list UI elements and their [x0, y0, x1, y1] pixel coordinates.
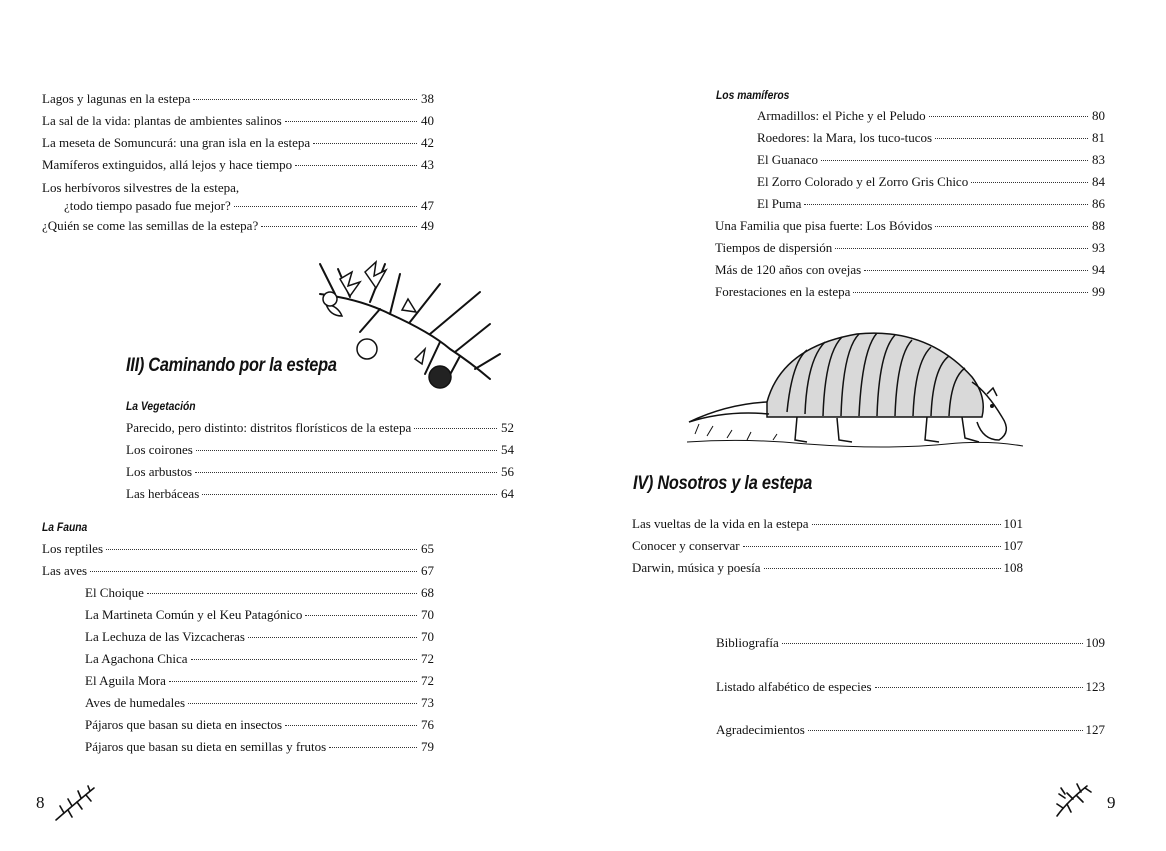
toc-entry	[757, 105, 1105, 127]
toc-entry-title: La sal de la vida: plantas de ambientes salinos	[42, 113, 282, 128]
toc-entry-title: Roedores: la Mara, los tuco-tucos	[757, 130, 933, 145]
toc-mammals-list	[757, 105, 1105, 215]
toc-entry-title: Forestaciones en la estepa	[715, 284, 851, 299]
toc-entry-title: Parecido, pero distinto: distritos florísticos de la estepa	[126, 420, 412, 435]
page-number: 8	[36, 793, 45, 812]
toc-entry	[757, 171, 1105, 193]
toc-entry	[85, 736, 434, 758]
dot-leader	[329, 746, 417, 748]
toc-entry-page: 109	[1085, 635, 1105, 650]
dot-leader	[764, 567, 1001, 569]
toc-entry	[632, 557, 1023, 579]
subsection-heading: La Vegetación	[126, 399, 196, 413]
toc-entry-title: Aves de humedales	[85, 695, 186, 710]
toc-entry-title: Tiempos de dispersión	[715, 240, 833, 255]
toc-top-list	[42, 88, 434, 237]
toc-entry-page: 43	[421, 157, 434, 172]
toc-entry-page: 86	[1092, 196, 1105, 211]
toc-entry-page: 81	[1092, 130, 1105, 145]
toc-nosotros-list	[632, 513, 1023, 579]
toc-entry-page: 76	[421, 717, 434, 732]
toc-entry-page: 70	[421, 629, 434, 644]
toc-entry-title: La meseta de Somuncurá: una gran isla en la estepa	[42, 135, 311, 150]
toc-entry-title: Pájaros que basan su dieta en insectos	[85, 717, 283, 732]
toc-entry	[85, 670, 434, 692]
dot-leader	[202, 493, 497, 495]
toc-entry	[715, 281, 1105, 303]
toc-entry-title: Agradecimientos	[716, 722, 805, 737]
dot-leader	[935, 137, 1088, 139]
toc-entry-title: Las vueltas de la vida en la estepa	[632, 516, 809, 531]
dot-leader	[285, 724, 417, 726]
toc-more-list	[715, 215, 1105, 303]
toc-birds-list	[85, 582, 434, 758]
toc-entry-title: Listado alfabético de especies	[716, 679, 872, 694]
dot-leader	[261, 225, 417, 227]
toc-back-matter-list	[716, 632, 1105, 741]
toc-entry	[42, 560, 434, 582]
toc-entry-page: 93	[1092, 240, 1105, 255]
toc-entry-title: ¿Quién se come las semillas de la estepa?	[42, 218, 259, 233]
dot-leader	[821, 159, 1088, 161]
toc-entry	[42, 215, 434, 237]
toc-entry	[757, 149, 1105, 171]
subsection-heading: La Fauna	[42, 520, 88, 534]
dot-leader	[195, 471, 497, 473]
toc-entry-title: Las herbáceas	[126, 486, 200, 501]
sprig-ornament-right	[1053, 780, 1093, 820]
toc-entry-page: 72	[421, 673, 434, 688]
toc-entry-page: 79	[421, 739, 434, 754]
toc-entry-page: 127	[1085, 722, 1105, 737]
toc-entry	[42, 110, 434, 132]
toc-entry	[42, 132, 434, 154]
toc-entry	[42, 154, 434, 176]
toc-entry-page: 99	[1092, 284, 1105, 299]
dot-leader	[782, 642, 1083, 644]
toc-entry	[715, 215, 1105, 237]
toc-entry-title: Los reptiles	[42, 541, 104, 556]
toc-entry-page: 80	[1092, 108, 1105, 123]
toc-entry	[42, 176, 434, 215]
toc-entry-title: El Aguila Mora	[85, 673, 166, 688]
dot-leader	[193, 98, 417, 100]
toc-entry-title: Los herbívoros silvestres de la estepa,	[42, 180, 240, 195]
toc-entry-page: 54	[501, 442, 514, 457]
toc-entry	[716, 632, 1105, 654]
toc-entry	[42, 538, 434, 560]
dot-leader	[191, 658, 417, 660]
toc-entry-page: 84	[1092, 174, 1105, 189]
toc-entry	[716, 719, 1105, 741]
section-title: III) Caminando por la estepa	[126, 355, 337, 376]
dot-leader	[414, 427, 497, 429]
toc-entry	[126, 483, 514, 505]
toc-entry-page: 72	[421, 651, 434, 666]
toc-entry-page: 123	[1085, 679, 1105, 694]
toc-entry	[85, 626, 434, 648]
toc-entry	[85, 648, 434, 670]
toc-entry-page: 73	[421, 695, 434, 710]
dot-leader	[248, 636, 417, 638]
toc-entry-title: Lagos y lagunas en la estepa	[42, 91, 191, 106]
toc-entry-title: Una Familia que pisa fuerte: Los Bóvidos	[715, 218, 933, 233]
dot-leader	[313, 142, 417, 144]
toc-entry-page: 68	[421, 585, 434, 600]
toc-entry	[757, 127, 1105, 149]
toc-entry-title: Darwin, música y poesía	[632, 560, 761, 575]
section-title: IV) Nosotros y la estepa	[633, 473, 813, 494]
toc-entry-title: La Agachona Chica	[85, 651, 188, 666]
toc-entry-title: El Guanaco	[757, 152, 819, 167]
dot-leader	[90, 570, 417, 572]
toc-entry-page: 88	[1092, 218, 1105, 233]
toc-entry-title: Armadillos: el Piche y el Peludo	[757, 108, 926, 123]
toc-entry-title: La Martineta Común y el Keu Patagónico	[85, 607, 303, 622]
dot-leader	[853, 291, 1088, 293]
toc-entry	[715, 237, 1105, 259]
toc-entry-page: 65	[421, 541, 434, 556]
dot-leader	[935, 225, 1088, 227]
toc-entry-page: 70	[421, 607, 434, 622]
dot-leader	[295, 164, 417, 166]
dot-leader	[305, 614, 417, 616]
dot-leader	[808, 729, 1083, 731]
toc-entry-page: 107	[1003, 538, 1023, 553]
dot-leader	[147, 592, 417, 594]
toc-entry-title-line2: ¿todo tiempo pasado fue mejor?	[64, 198, 231, 213]
toc-entry-page: 83	[1092, 152, 1105, 167]
toc-entry	[85, 692, 434, 714]
toc-entry	[716, 676, 1105, 698]
toc-entry	[85, 604, 434, 626]
dot-leader	[804, 203, 1088, 205]
toc-entry-title: Los arbustos	[126, 464, 193, 479]
toc-entry	[632, 535, 1023, 557]
toc-entry-title: El Puma	[757, 196, 802, 211]
toc-entry	[85, 582, 434, 604]
toc-entry	[757, 193, 1105, 215]
dot-leader	[835, 247, 1088, 249]
right-page	[583, 0, 1166, 851]
toc-vegetation-list	[126, 417, 514, 505]
page-number: 9	[1107, 793, 1116, 812]
toc-entry-title: Pájaros que basan su dieta en semillas y frutos	[85, 739, 327, 754]
toc-fauna-list	[42, 538, 434, 582]
toc-entry	[42, 88, 434, 110]
dot-leader	[196, 449, 497, 451]
dot-leader	[169, 680, 417, 682]
dot-leader	[864, 269, 1088, 271]
toc-entry-title: La Lechuza de las Vizcacheras	[85, 629, 245, 644]
dot-leader	[234, 205, 417, 207]
dot-leader	[285, 120, 417, 122]
dot-leader	[875, 686, 1083, 688]
dot-leader	[106, 548, 417, 550]
toc-entry	[85, 714, 434, 736]
toc-entry-page: 49	[421, 218, 434, 233]
toc-entry	[126, 439, 514, 461]
toc-entry-page: 108	[1003, 560, 1023, 575]
sprig-ornament-left	[52, 784, 98, 824]
toc-entry-title: Las aves	[42, 563, 88, 578]
toc-entry-page: 94	[1092, 262, 1105, 277]
toc-entry-page: 40	[421, 113, 434, 128]
toc-entry	[715, 259, 1105, 281]
toc-entry-title: Los coirones	[126, 442, 193, 457]
toc-entry-page: 101	[1003, 516, 1023, 531]
armadillo-illustration	[687, 322, 1023, 462]
toc-entry	[126, 461, 514, 483]
toc-entry-title: Bibliografía	[716, 635, 779, 650]
toc-entry-page: 56	[501, 464, 514, 479]
toc-entry-page: 38	[421, 91, 434, 106]
subsection-heading: Los mamíferos	[716, 88, 790, 102]
toc-entry-page: 67	[421, 563, 434, 578]
toc-entry-title: Conocer y conservar	[632, 538, 740, 553]
toc-entry-title: Más de 120 años con ovejas	[715, 262, 862, 277]
toc-entry-page: 47	[421, 198, 434, 213]
toc-entry	[126, 417, 514, 439]
dot-leader	[188, 702, 417, 704]
toc-entry	[632, 513, 1023, 535]
dot-leader	[929, 115, 1088, 117]
toc-entry-title: El Choique	[85, 585, 144, 600]
toc-entry-page: 42	[421, 135, 434, 150]
dot-leader	[971, 181, 1088, 183]
toc-entry-title: Mamíferos extinguidos, allá lejos y hace tiempo	[42, 157, 293, 172]
dot-leader	[812, 523, 1001, 525]
toc-entry-page: 64	[501, 486, 514, 501]
dot-leader	[743, 545, 1001, 547]
toc-entry-title: El Zorro Colorado y el Zorro Gris Chico	[757, 174, 969, 189]
toc-entry-page: 52	[501, 420, 514, 435]
